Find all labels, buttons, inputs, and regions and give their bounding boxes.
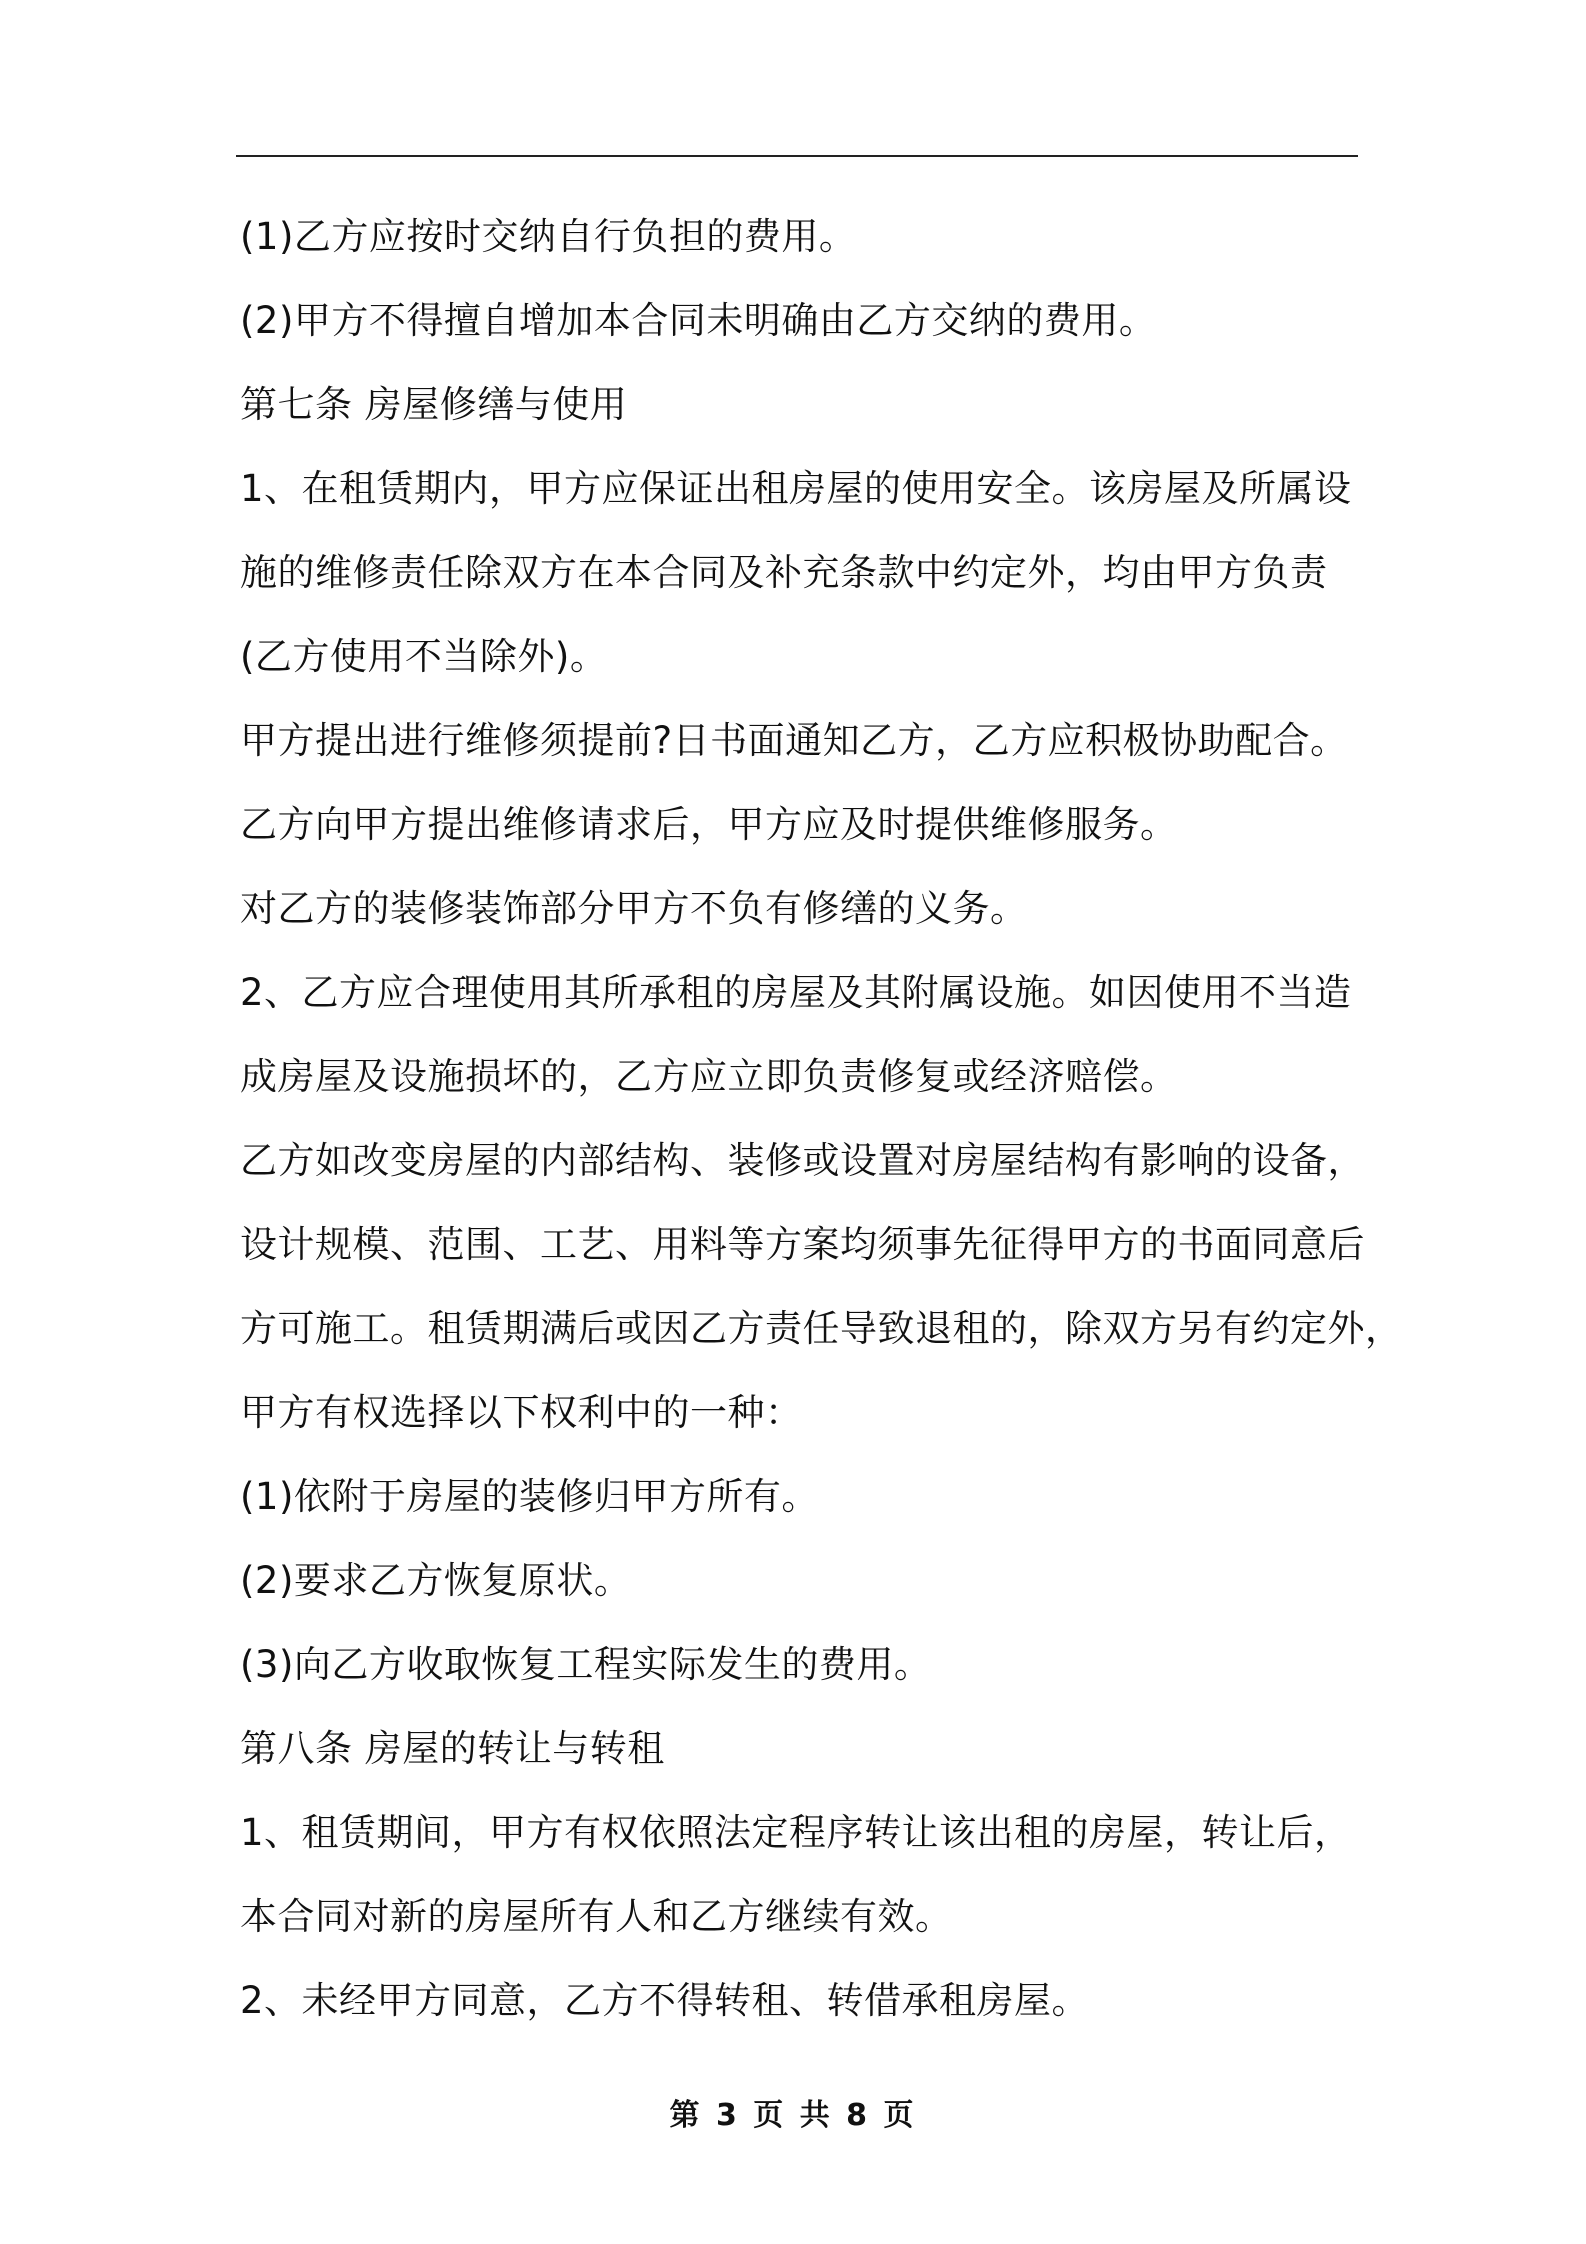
- text-line: 成房屋及设施损坏的，乙方应立即负责修复或经济赔偿。: [240, 1055, 1178, 1098]
- text-line: 本合同对新的房屋所有人和乙方继续有效。: [240, 1895, 953, 1938]
- page-number: 第 3 页 共 8 页: [669, 2098, 917, 2133]
- text-line: 甲方提出进行维修须提前?日书面通知乙方，乙方应积极协助配合。: [240, 719, 1348, 762]
- text-line: 2、未经甲方同意，乙方不得转租、转借承租房屋。: [240, 1979, 1090, 2022]
- text-line: 乙方如改变房屋的内部结构、装修或设置对房屋结构有影响的设备，: [240, 1139, 1365, 1182]
- text-line: 甲方有权选择以下权利中的一种：: [240, 1391, 803, 1434]
- text-line: (3)向乙方收取恢复工程实际发生的费用。: [240, 1643, 932, 1686]
- text-line: 设计规模、范围、工艺、用料等方案均须事先征得甲方的书面同意后: [240, 1223, 1365, 1266]
- text-line: (1)依附于房屋的装修归甲方所有。: [240, 1475, 819, 1518]
- text-line: 1、在租赁期内，甲方应保证出租房屋的使用安全。该房屋及所属设: [240, 467, 1352, 510]
- text-line: (1)乙方应按时交纳自行负担的费用。: [240, 215, 857, 258]
- text-line: 对乙方的装修装饰部分甲方不负有修缮的义务。: [240, 887, 1028, 930]
- text-line: 1、租赁期间，甲方有权依照法定程序转让该出租的房屋，转让后，: [240, 1811, 1352, 1854]
- text-line: 乙方向甲方提出维修请求后，甲方应及时提供维修服务。: [240, 803, 1178, 846]
- text-line: (2)要求乙方恢复原状。: [240, 1559, 632, 1602]
- section-heading: 第七条 房屋修缮与使用: [240, 383, 628, 426]
- text-line: 施的维修责任除双方在本合同及补充条款中约定外，均由甲方负责: [240, 551, 1328, 594]
- text-line: 方可施工。租赁期满后或因乙方责任导致退租的，除双方另有约定外，: [240, 1307, 1403, 1350]
- header-rule: [236, 155, 1358, 157]
- text-line: 2、乙方应合理使用其所承租的房屋及其附属设施。如因使用不当造: [240, 971, 1352, 1014]
- text-line: (乙方使用不当除外)。: [240, 635, 608, 678]
- document-body: [240, 195, 1403, 2043]
- section-heading: 第八条 房屋的转让与转租: [240, 1727, 665, 1770]
- text-line: (2)甲方不得擅自增加本合同未明确由乙方交纳的费用。: [240, 299, 1157, 342]
